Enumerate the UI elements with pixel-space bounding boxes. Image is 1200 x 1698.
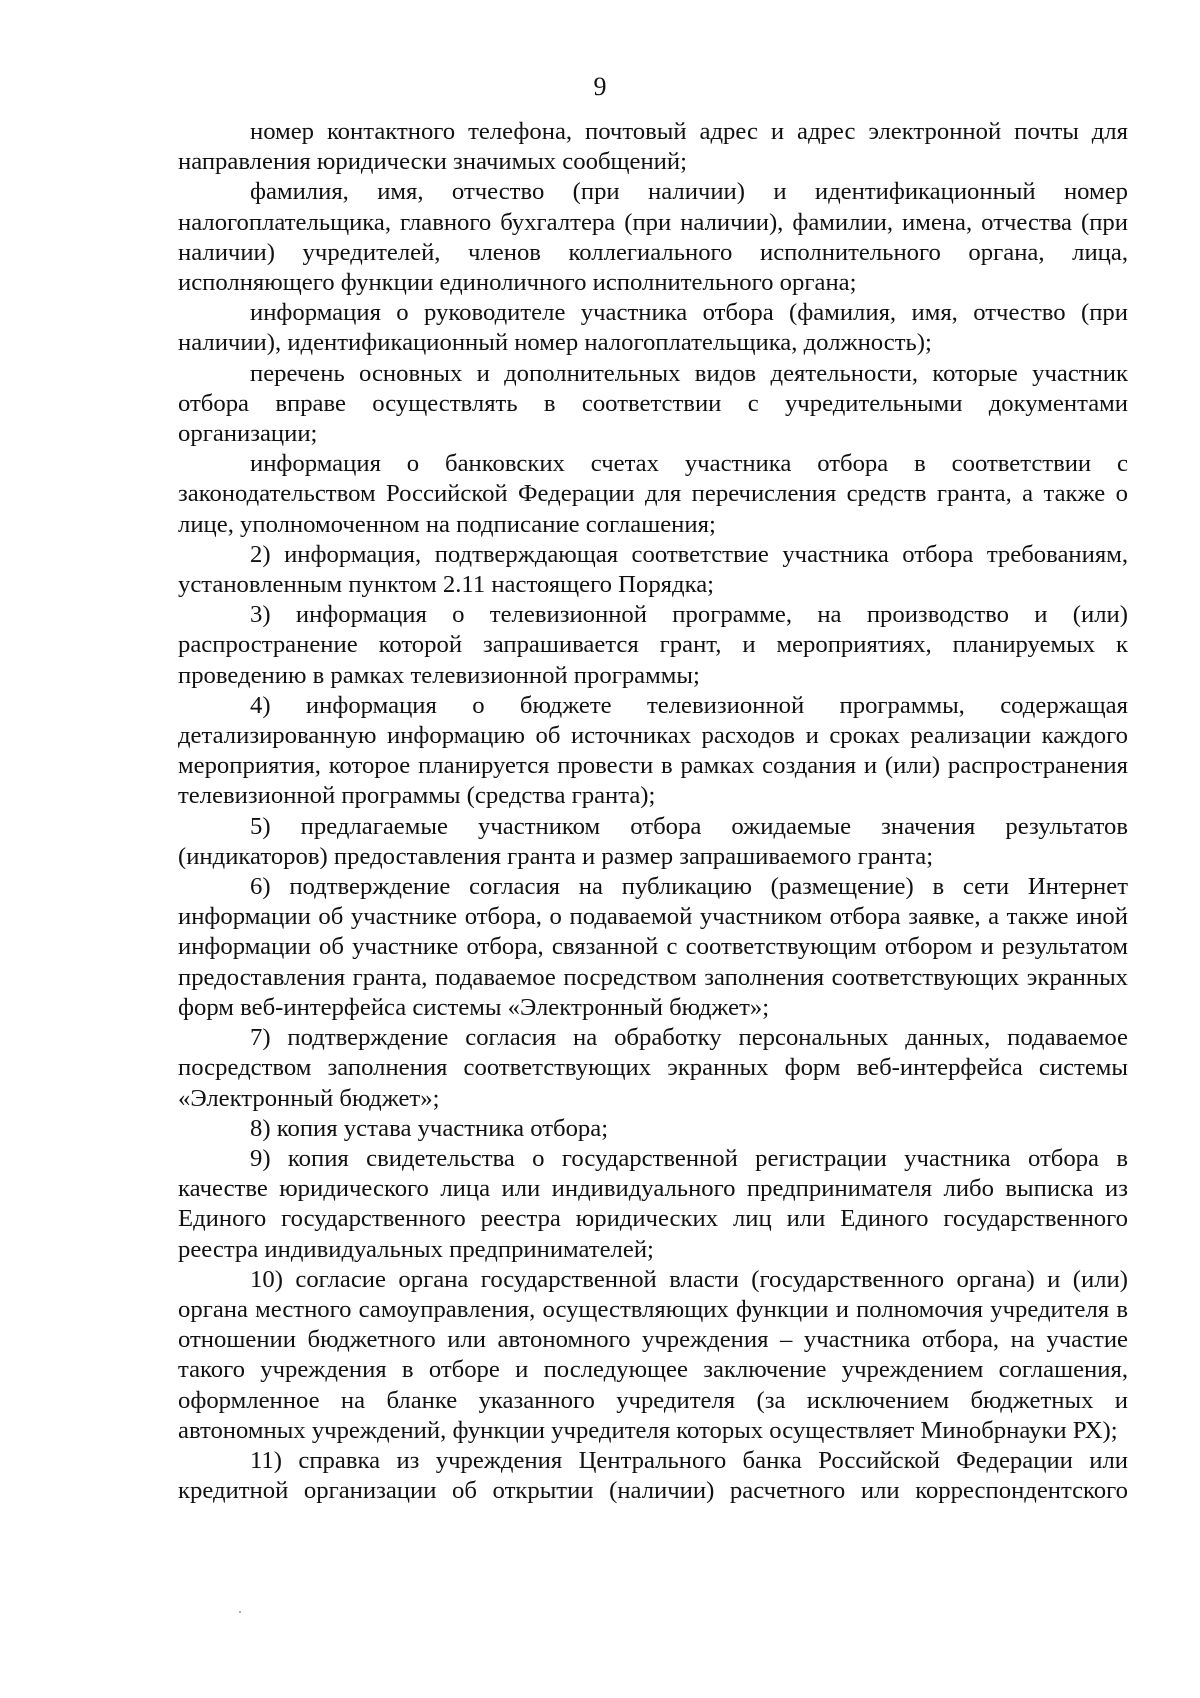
paragraph-item-3: 3) информация о телевизионной программе, на производство и (или) распространение которой запрашивается грант, и мероприятиях, планируемых к проведению в рамках телевизионной программы; (178, 601, 1128, 689)
page-number: 9 (593, 72, 607, 101)
scan-speck (239, 1611, 241, 1613)
document-body (178, 117, 1128, 1537)
paragraph-item-5: 5) предлагаемые участником отбора ожидаемые значения результатов (индикаторов) предоставления гранта и размер запрашиваемого гранта; (178, 812, 1128, 870)
paragraph-bank-accounts: информация о банковских счетах участника отбора в соответствии с законодательством Российской Федерации для перечисления средств гранта, а также о лице, уполномоченном на подписание соглашения; (178, 450, 1128, 538)
paragraph-item-9: 9) копия свидетельства о государственной регистрации участника отбора в качестве юридического лица или индивидуального предпринимателя либо выписка из Единого государственного реестра юридических лиц или Единого государственного реестра индивидуальных предпринимателей; (178, 1144, 1128, 1263)
paragraph-contact-info: номер контактного телефона, почтовый адрес и адрес электронной почты для направления юридически значимых сообщений; (178, 118, 1128, 176)
paragraph-item-8: 8) копия устава участника отбора; (250, 1114, 609, 1142)
paragraph-names-tax-ids: фамилия, имя, отчество (при наличии) и идентификационный номер налогоплательщика, главного бухгалтера (при наличии), фамилии, имена, отчества (при наличии) учредителей, членов коллегиального исполнительного органа, лица, исполняющего функции единоличного исполнительного органа; (178, 178, 1128, 297)
paragraph-item-7: 7) подтверждение согласия на обработку персональных данных, подаваемое посредством заполнения соответствующих экранных форм веб-интерфейса системы «Электронный бюджет»; (178, 1024, 1128, 1112)
paragraph-item-6: 6) подтверждение согласия на публикацию (размещение) в сети Интернет информации об участнике отбора, о подаваемой участником отбора заявке, а также иной информации об участнике отбора, связанной с соответствующим отбором и результатом предоставления гранта, подаваемое посредством заполнения соответствующих экранных форм веб-интерфейса системы «Электронный бюджет»; (178, 873, 1128, 1021)
paragraph-item-11: 11) справка из учреждения Центрального банка Российской Федерации или кредитной организации об открытии (наличии) расчетного или корреспондентского (178, 1446, 1128, 1505)
paragraph-manager-info: информация о руководителе участника отбора (фамилия, имя, отчество (при наличии), идентификационный номер налогоплательщика, должность); (178, 299, 1128, 357)
paragraph-item-10: 10) согласие органа государственной власти (государственного органа) и (или) органа местного самоуправления, осуществляющих функции и полномочия учредителя в отношении бюджетного или автономного учреждения – участника отбора, на участие такого учреждения в отборе и последующее заключение учреждением соглашения, оформленное на бланке указанного учредителя (за исключением бюджетных и автономных учреждений, функции учредителя которых осуществляет Минобрнауки РХ); (178, 1265, 1128, 1444)
paragraph-item-4: 4) информация о бюджете телевизионной программы, содержащая детализированную информацию об источниках расходов и сроках реализации каждого мероприятия, которое планируется провести в рамках создания и (или) распространения телевизионной программы (средства гранта); (178, 691, 1128, 810)
paragraph-activity-types: перечень основных и дополнительных видов деятельности, которые участник отбора вправе осуществлять в соответствии с учредительными документами организации; (178, 359, 1128, 448)
paragraph-item-2: 2) информация, подтверждающая соответствие участника отбора требованиям, установленным пунктом 2.11 настоящего Порядка; (178, 540, 1128, 599)
